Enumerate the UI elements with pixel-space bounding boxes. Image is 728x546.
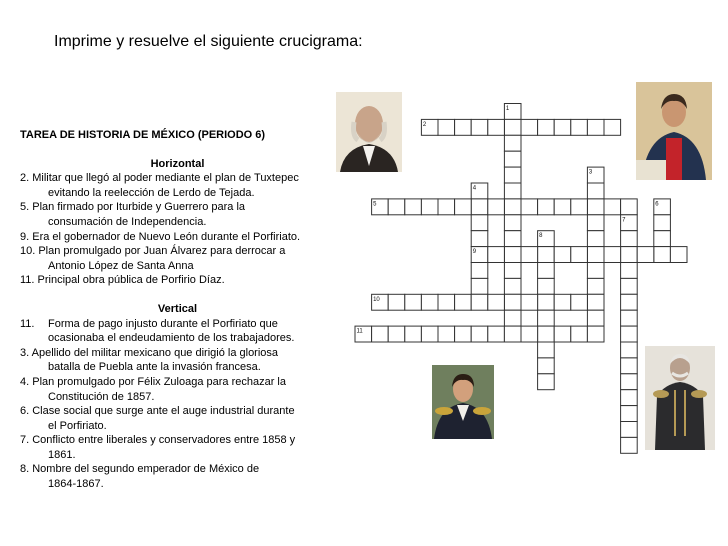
horizontal-clue: 2. Militar que llegó al poder mediante el plan de Tuxtepec [20,172,299,185]
crossword-cell [388,294,405,310]
crossword-cell [504,119,521,135]
crossword-cell [654,231,671,247]
crossword-cell [521,199,538,215]
crossword-cell [521,326,538,342]
crossword-cell [504,278,521,294]
crossword-cell [488,247,505,263]
crossword-cell [455,119,472,135]
crossword-cell [504,231,521,247]
crossword-cell [471,119,488,135]
vertical-clue: 8. Nombre del segundo emperador de México de [20,463,260,476]
crossword-clue-number: 8 [539,233,543,240]
crossword-cell [438,199,455,215]
crossword-cell [504,326,521,342]
crossword-cell [504,167,521,183]
crossword-cell [571,326,588,342]
vertical-heading: Vertical [157,302,198,315]
crossword-cell [621,326,638,342]
crossword-cell [504,215,521,231]
crossword-cell [538,358,555,374]
crossword-cell [621,231,638,247]
crossword-cell [604,119,621,135]
crossword-clue-number: 11 [356,328,363,335]
crossword-cell [538,263,555,279]
crossword-clue-number: 4 [472,185,477,192]
vertical-clue: 6. Clase social que surge ante el auge industrial durante [20,405,295,418]
crossword-cell [405,326,422,342]
crossword-cell [587,231,604,247]
crossword-cell [538,326,555,342]
portrait-epaulette-left [653,390,669,398]
crossword-clue-number: 10 [373,296,380,303]
crossword-cell [554,247,571,263]
crossword-cell [421,294,438,310]
portrait-sash [666,138,682,180]
crossword-cell [538,310,555,326]
crossword-cell [621,294,638,310]
crossword-cell [538,199,555,215]
crossword-cell [504,135,521,151]
portrait-epaulette-right [473,407,491,415]
crossword-cell [455,294,472,310]
crossword-cell [670,247,687,263]
crossword-cell [471,231,488,247]
portrait-epaulette-right [691,390,707,398]
crossword-cell [538,294,555,310]
crossword-cell [405,294,422,310]
horizontal-clue: 9. Era el gobernador de Nuevo León durante el Porfiriato. [20,230,301,243]
crossword-cell [621,374,638,390]
crossword-cell [438,294,455,310]
horizontal-clue-continuation: Antonio López de Santa Anna [48,259,194,272]
crossword-cell [504,294,521,310]
vertical-clue-continuation: el Porfiriato. [48,419,107,432]
crossword-cell [637,247,654,263]
crossword-cell [504,263,521,279]
crossword-cell [538,278,555,294]
portrait-bald-man-bust [336,92,402,172]
crossword-cell [471,199,488,215]
horizontal-clue: 5. Plan firmado por Iturbide y Guerrero para la [20,201,246,214]
crossword-cell [521,247,538,263]
crossword-clue-number: 6 [655,201,659,208]
crossword-cell [538,374,555,390]
crossword-cell [571,199,588,215]
crossword-cell [388,199,405,215]
crossword-cell [521,119,538,135]
crossword-cell [621,310,638,326]
crossword-cell [587,326,604,342]
crossword-clue-number: 2 [422,121,427,128]
crossword-cell [554,294,571,310]
crossword-cell [621,247,638,263]
crossword-cell [554,199,571,215]
crossword-cell [471,278,488,294]
crossword-cell [554,326,571,342]
portrait-desk [636,160,666,180]
crossword-cell [587,310,604,326]
crossword-cell [587,247,604,263]
crossword-cell [388,326,405,342]
crossword-cell [538,342,555,358]
crossword-cell [471,326,488,342]
vertical-clue-continuation: Constitución de 1857. [48,390,155,403]
portrait-head [355,106,383,142]
vertical-clue: 7. Conflicto entre liberales y conservadores entre 1858 y [20,434,296,447]
horizontal-clue: 10. Plan promulgado por Juan Álvarez para derrocar a [20,245,286,258]
horizontal-heading: Horizontal [150,157,205,170]
crossword-cell [421,199,438,215]
crossword-cell [621,437,638,453]
crossword-cell [421,326,438,342]
crossword-clue-number: 5 [373,201,377,208]
crossword-cell [504,310,521,326]
horizontal-clue: 11. Principal obra pública de Porfirio Díaz. [20,274,225,287]
crossword-clue-number: 3 [588,169,593,176]
crossword-cell [504,151,521,167]
crossword-cell [488,294,505,310]
crossword-cell [504,183,521,199]
crossword-cell [438,119,455,135]
vertical-clue-continuation: 1861. [48,448,76,461]
vertical-clue-number: 11. [20,317,35,330]
crossword-clue-number: 1 [505,106,510,112]
crossword-clue-number: 9 [472,249,477,256]
horizontal-clue-continuation: consumación de Independencia. [48,215,207,228]
crossword-cell [587,119,604,135]
crossword-cell [372,326,389,342]
vertical-clue: 3. Apellido del militar mexicano que dirigió la gloriosa [20,346,279,359]
vertical-clue-continuation: batalla de Puebla ante la invasión francesa. [48,361,261,374]
crossword-cell [571,294,588,310]
crossword-cell [504,199,521,215]
portrait-epaulette-left [435,407,453,415]
instruction-text: Imprime y resuelve el siguiente crucigrama: [54,33,363,50]
crossword-cell [621,263,638,279]
crossword-cell [587,199,604,215]
crossword-cell [587,183,604,199]
crossword-cell [488,199,505,215]
crossword-cell [554,119,571,135]
crossword-cell [455,326,472,342]
crossword-cell [538,119,555,135]
portrait-general-uniform [645,346,715,450]
crossword-cell [571,247,588,263]
crossword-cell [604,247,621,263]
crossword-cell [621,422,638,438]
crossword-cell [405,199,422,215]
crossword-cell [471,215,488,231]
crossword-cell [654,247,671,263]
crossword-cell [621,390,638,406]
crossword-cell [471,294,488,310]
portrait-officer-seated [636,82,712,180]
crossword-cell [504,247,521,263]
crossword-cell [621,358,638,374]
crossword-cell [621,278,638,294]
crossword-cell [471,263,488,279]
crossword-cell [488,119,505,135]
crossword-cell [488,326,505,342]
crossword-clue-number: 7 [622,217,626,224]
vertical-clue: 4. Plan promulgado por Félix Zuloaga para rechazar la [20,375,286,388]
crossword-cell [438,326,455,342]
crossword-cell [587,215,604,231]
crossword-cell [621,199,638,215]
crossword-cell [654,215,671,231]
crossword-cell [621,342,638,358]
crossword-cell [587,263,604,279]
vertical-clue-continuation: 1864-1867. [48,478,104,491]
crossword-cell [571,119,588,135]
crossword-cell [587,278,604,294]
crossword-cell [538,247,555,263]
horizontal-clue-continuation: evitando la reelección de Lerdo de Tejada. [48,186,255,199]
portrait-officer-epaulettes [432,365,494,439]
crossword-cell [521,294,538,310]
task-title: TAREA DE HISTORIA DE MÉXICO (PERIODO 6) [20,129,266,141]
vertical-clue-text: Forma de pago injusto durante el Porfiriato que [48,317,278,330]
crossword-cell [587,294,604,310]
vertical-clue-continuation: ocasionaba el endeudamiento de los trabajadores. [48,332,295,345]
crossword-cell [621,406,638,422]
crossword-cell [455,199,472,215]
crossword-cell [604,199,621,215]
